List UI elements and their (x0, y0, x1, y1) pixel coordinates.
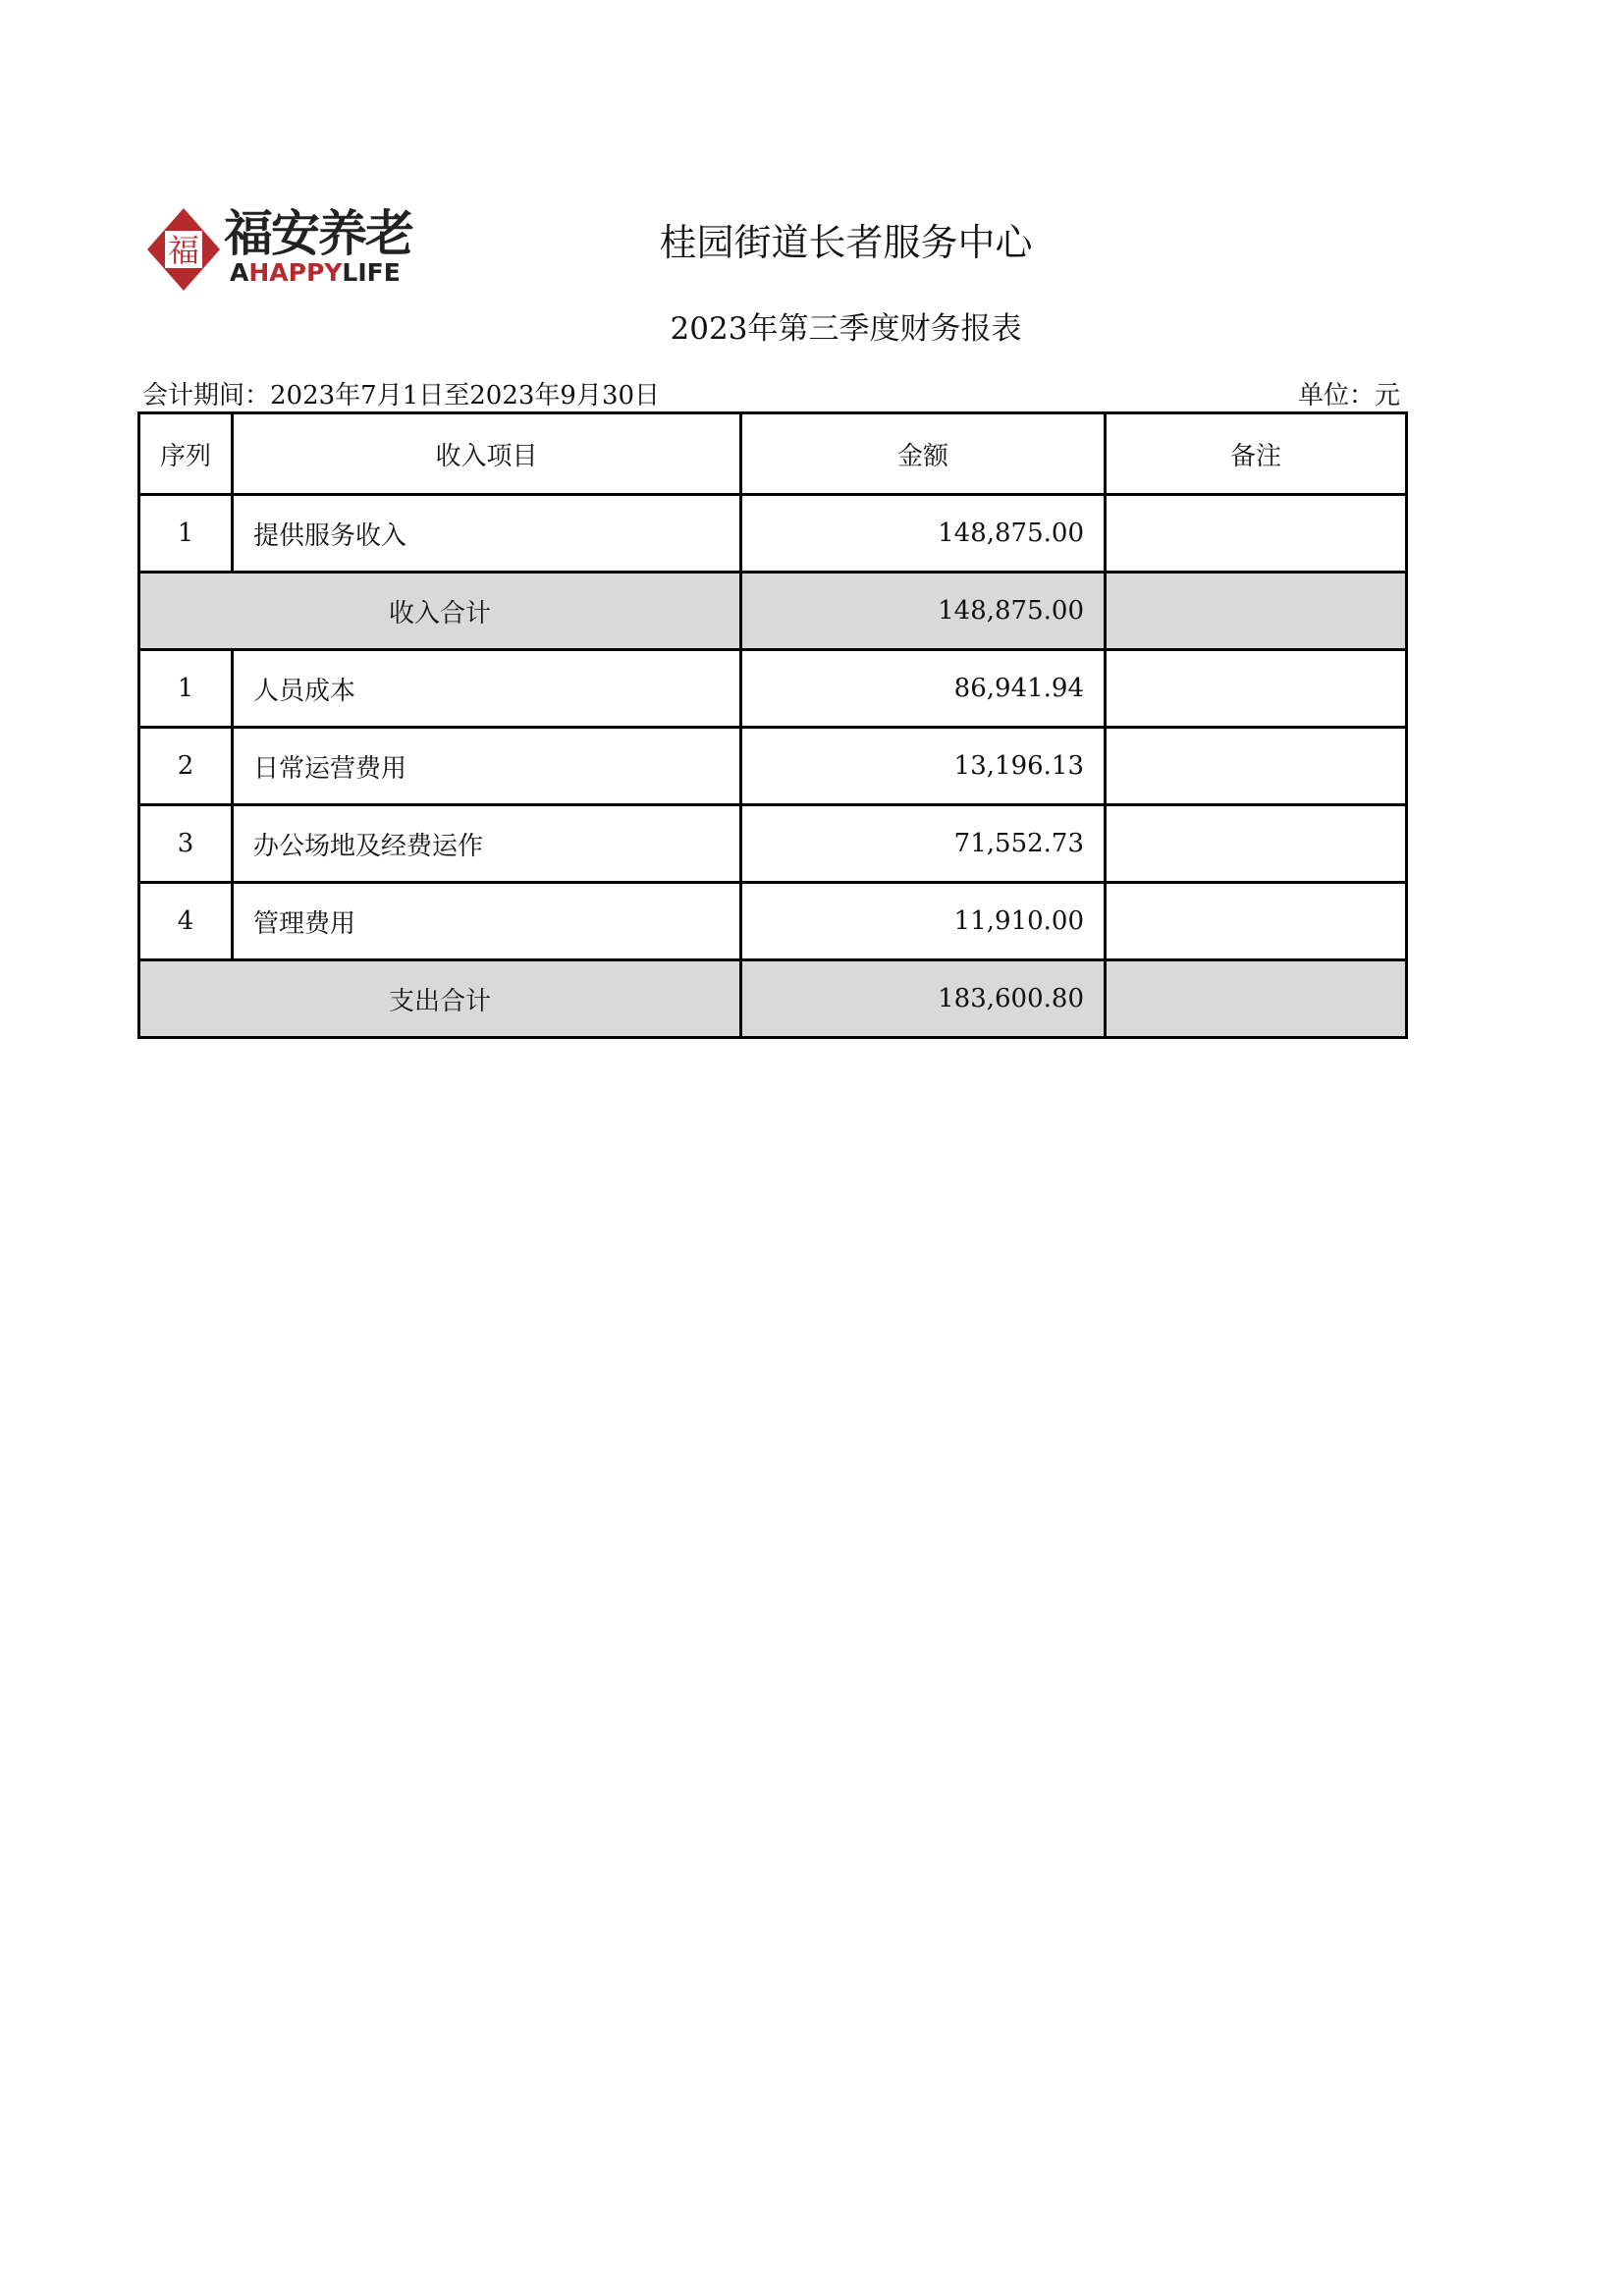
expense-total-label: 支出合计 (139, 960, 741, 1038)
expense-total-row (139, 960, 1407, 1038)
page-title: 桂园街道长者服务中心 (659, 221, 1033, 264)
row-note (1106, 650, 1407, 728)
report-subtitle: 2023年第三季度财务报表 (670, 311, 1022, 347)
row-item: 办公场地及经费运作 (233, 805, 741, 883)
row-amount: 86,941.94 (741, 650, 1106, 728)
column-header-seq: 序列 (139, 413, 233, 495)
row-item: 人员成本 (233, 650, 741, 728)
row-note (1106, 883, 1407, 960)
logo-text-en-suffix: LIFE (342, 258, 401, 287)
expense-total-amount: 183,600.80 (741, 960, 1106, 1038)
accounting-period: 会计期间：2023年7月1日至2023年9月30日 (142, 381, 661, 410)
row-item: 管理费用 (233, 883, 741, 960)
row-seq: 4 (139, 883, 233, 960)
financial-table (137, 411, 1408, 1039)
table-header-row (139, 413, 1407, 495)
logo-text-en-highlight: HAPPY (248, 258, 343, 287)
row-amount: 13,196.13 (741, 728, 1106, 805)
income-total-amount: 148,875.00 (741, 573, 1106, 650)
income-total-row (139, 573, 1407, 650)
column-header-item: 收入项目 (233, 413, 741, 495)
table-row (139, 650, 1407, 728)
logo-seal-char: 福 (167, 232, 200, 269)
logo-text-cn: 福安养老 (224, 205, 412, 262)
row-seq: 3 (139, 805, 233, 883)
column-header-amount: 金额 (741, 413, 1106, 495)
row-seq: 1 (139, 650, 233, 728)
row-seq: 2 (139, 728, 233, 805)
row-amount: 71,552.73 (741, 805, 1106, 883)
table-row (139, 728, 1407, 805)
row-amount: 148,875.00 (741, 495, 1106, 573)
row-item: 提供服务收入 (233, 495, 741, 573)
row-note (1106, 805, 1407, 883)
row-note (1106, 495, 1407, 573)
row-item: 日常运营费用 (233, 728, 741, 805)
logo-text-en-prefix: A (230, 258, 249, 287)
income-total-note (1106, 573, 1407, 650)
row-note (1106, 728, 1407, 805)
table-row (139, 495, 1407, 573)
table-row (139, 883, 1407, 960)
income-total-label: 收入合计 (139, 573, 741, 650)
column-header-note: 备注 (1106, 413, 1407, 495)
table-row (139, 805, 1407, 883)
row-amount: 11,910.00 (741, 883, 1106, 960)
currency-unit: 单位：元 (1297, 381, 1400, 410)
row-seq: 1 (139, 495, 233, 573)
expense-total-note (1106, 960, 1407, 1038)
